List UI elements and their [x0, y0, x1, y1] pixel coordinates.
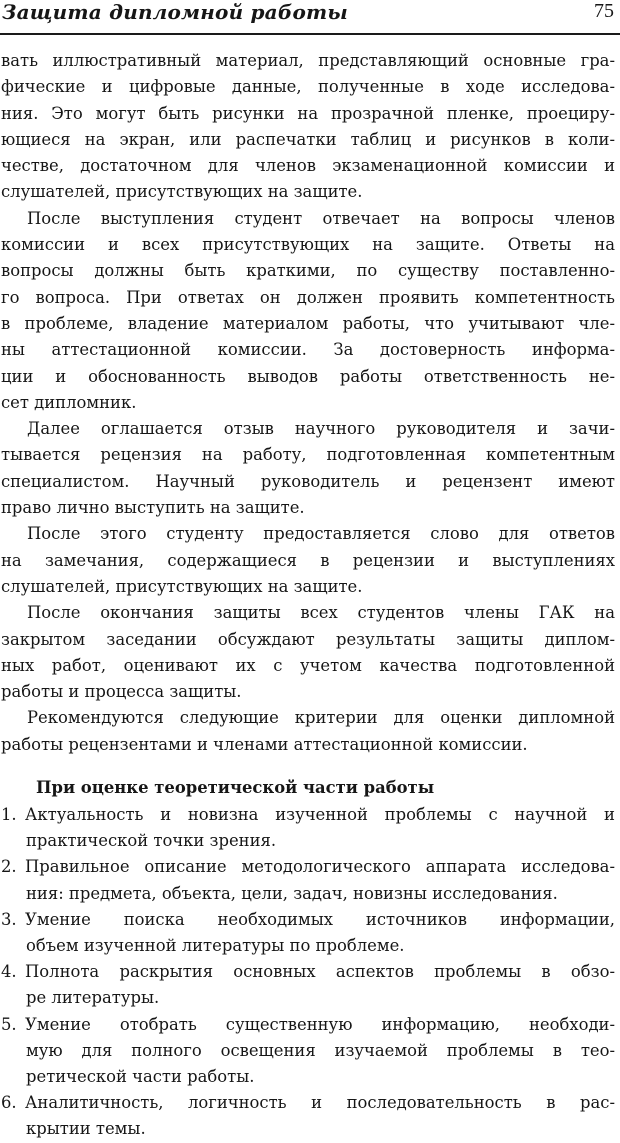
text-line: честве, достаточном для членов экзаменационной комиссии и — [1, 156, 615, 176]
text-line: фические и цифровые данные, полученные в ходе исследова- — [1, 77, 615, 97]
list-item-text: Актуальность и новизна изученной проблемы с научной и — [25, 805, 615, 825]
list-item-number: 3. — [1, 909, 17, 929]
text-line: После окончания защиты всех студентов члены ГАК на — [27, 603, 615, 623]
section-heading: При оценке теоретической части работы — [36, 778, 435, 798]
text-line: После этого студенту предоставляется слово для ответов — [27, 524, 615, 544]
paragraph-1 — [1, 48, 615, 206]
text-line: ющиеся на экран, или распечатки таблиц и рисунков в коли- — [1, 129, 615, 149]
page-number: 75 — [594, 0, 614, 22]
text-line: работы рецензентами и членами аттестационной комиссии. — [1, 734, 528, 754]
text-line: Рекомендуются следующие критерии для оценки дипломной — [27, 708, 615, 728]
paragraph-3 — [1, 416, 615, 521]
text-line: слушателей, присутствующих на защите. — [1, 182, 363, 202]
list-item-line: практической точки зрения. — [26, 831, 277, 851]
text-line: После выступления студент отвечает на вопросы членов — [27, 208, 615, 228]
text-line: специалистом. Научный руководитель и рецензент имеют — [1, 471, 615, 491]
list-item — [1, 854, 615, 906]
text-line: вать иллюстративный материал, представляющий основные гра- — [1, 51, 615, 70]
list-item-number: 4. — [1, 962, 17, 982]
list-item-first-line — [1, 802, 615, 828]
text-line: комиссии и всех присутствующих на защите. Ответы на — [1, 235, 615, 255]
text-line: ния. Это могут быть рисунки на прозрачной пленке, проециру- — [1, 103, 615, 123]
list-item-text: Умение отобрать существенную информацию, необходи- — [25, 1014, 615, 1034]
list-item-line: ре литературы. — [26, 988, 160, 1008]
text-line: закрытом заседании обсуждают результаты защиты диплом- — [1, 629, 615, 649]
list-item-number: 1. — [1, 805, 17, 825]
list-item-first-line — [1, 854, 615, 880]
list-item — [1, 1090, 615, 1142]
text-line: Далее оглашается отзыв научного руководителя и зачи- — [27, 419, 615, 439]
list-item-number: 2. — [1, 857, 17, 877]
list-item-text: Правильное описание методологического аппарата исследова- — [25, 857, 615, 877]
paragraph-2 — [1, 206, 615, 416]
list-item-line: крытии темы. — [26, 1119, 146, 1139]
paragraph-5 — [1, 600, 615, 705]
list-item — [1, 959, 615, 1011]
list-item-first-line — [1, 1090, 615, 1116]
text-line: право лично выступить на защите. — [1, 498, 305, 518]
text-line: вопросы должны быть краткими, по существу поставленно- — [1, 261, 615, 281]
list-item-line: ретической части работы. — [26, 1066, 255, 1086]
list-item-line: объем изученной литературы по проблеме. — [26, 935, 405, 955]
list-item — [1, 1012, 615, 1091]
criteria-list — [1, 802, 615, 1142]
text-line: тывается рецензия на работу, подготовленная компетентным — [1, 445, 615, 465]
list-item-text: Умение поиска необходимых источников информации, — [25, 909, 615, 929]
running-title: Защита дипломной работы — [2, 0, 348, 24]
list-item — [1, 907, 615, 959]
list-item-first-line — [1, 959, 615, 985]
paragraph-4 — [1, 521, 615, 600]
text-line: ных работ, оценивают их с учетом качества подготовленной — [1, 655, 615, 675]
list-item-first-line — [1, 907, 615, 933]
header-rule — [0, 33, 620, 35]
text-line: на замечания, содержащиеся в рецензии и выступлениях — [1, 550, 615, 570]
section-spacer — [1, 758, 615, 775]
text-line: ны аттестационной комиссии. За достоверность информа- — [1, 340, 615, 360]
text-line: в проблеме, владение материалом работы, что учитывают чле- — [1, 313, 615, 333]
paragraph-6 — [1, 705, 615, 758]
list-item-first-line — [1, 1012, 615, 1038]
text-line: го вопроса. При ответах он должен проявить компетентность — [1, 287, 615, 307]
text-line: слушателей, присутствующих на защите. — [1, 576, 363, 596]
page-body — [1, 48, 615, 1142]
list-item — [1, 802, 615, 854]
list-item-number: 5. — [1, 1014, 17, 1034]
text-line: сет дипломник. — [1, 392, 137, 412]
list-item-line: мую для полного освещения изучаемой проблемы в тео- — [26, 1040, 615, 1060]
page-header — [0, 0, 620, 46]
list-item-text: Полнота раскрытия основных аспектов проблемы в обзо- — [25, 962, 615, 982]
list-item-line: ния: предмета, объекта, цели, задач, новизны исследования. — [26, 883, 558, 903]
text-line: ции и обоснованность выводов работы ответственность не- — [1, 366, 615, 386]
text-line: работы и процесса защиты. — [1, 682, 242, 702]
list-item-number: 6. — [1, 1093, 17, 1113]
list-item-text: Аналитичность, логичность и последовательность в рас- — [25, 1093, 615, 1113]
